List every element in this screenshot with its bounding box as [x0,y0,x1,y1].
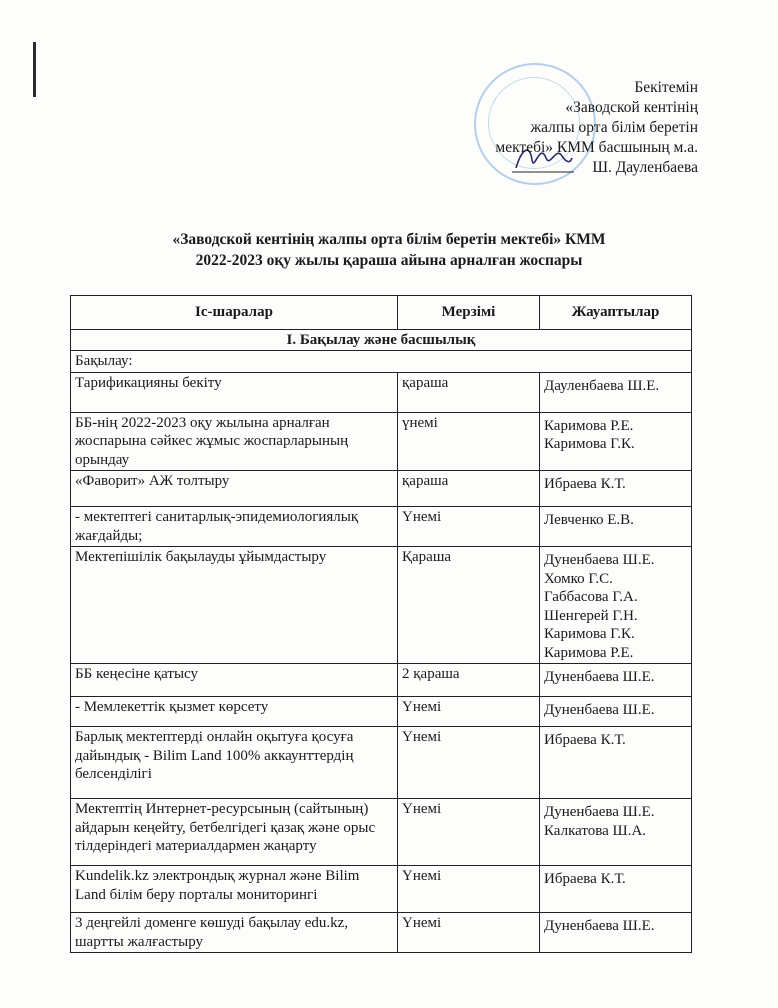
responsible-person: Каримова Р.Е. [544,417,634,434]
term-cell: қараша [398,471,540,507]
responsible-person: Каримова Г.К. [544,626,635,642]
subheader-row [71,351,692,373]
term-cell: Үнемі [398,799,540,866]
responsible-person: Калкатова Ш.А. [544,822,647,839]
margin-mark [33,42,36,97]
responsible-person: Ибраева К.Т. [544,871,626,887]
responsible-cell [540,412,692,471]
activity-cell: ББ-нің 2022-2023 оқу жылына арналған жоспарына сәйкес жұмыс жоспарларының орындау [71,412,398,471]
plan-table [70,295,692,953]
activity-cell: Тарификацияны бекіту [71,372,398,412]
term-cell: Үнемі [398,507,540,547]
responsible-cell [540,372,692,412]
responsible-person: Хомко Г.С. [544,570,613,587]
header-activities: Іс-шаралар [71,296,398,330]
term-cell: Қараша [398,547,540,664]
responsible-cell [540,547,692,664]
activity-cell: 3 деңгейлі доменге көшуді бақылау edu.kz, шартты жалғастыру [71,913,398,953]
responsible-person: Дуненбаева Ш.Е. [544,702,655,718]
activity-cell: - мектептегі санитарлық-эпидемиологиялық жағдайды; [71,507,398,547]
approval-signatory: Ш. Дауленбаева [592,159,698,176]
term-cell: үнемі [398,412,540,471]
responsible-person: Дуненбаева Ш.Е. [544,669,655,685]
term-cell: Үнемі [398,697,540,727]
term-cell: Үнемі [398,913,540,953]
term-cell: Үнемі [398,727,540,799]
approval-line: Бекітемін [634,79,698,96]
header-responsible: Жауаптылар [540,296,692,330]
term-cell: 2 қараша [398,664,540,697]
approval-line: жалпы орта білім беретін [530,119,698,136]
responsible-person: Каримова Г.К. [544,436,635,452]
responsible-cell [540,913,692,953]
activity-cell: Мектептің Интернет-ресурсының (сайтының) айдарын кеңейту, бетбелгідегі қазақ және орыс тілдеріндегі материалдармен жаңарту [71,799,398,866]
responsible-person: Каримова Р.Е. [544,644,634,661]
responsible-cell [540,727,692,799]
table-row [71,866,692,913]
table-row [71,412,692,471]
activity-cell: ББ кеңесіне қатысу [71,664,398,697]
responsible-person: Ибраева К.Т. [544,732,626,748]
activity-cell: «Фаворит» АЖ толтыру [71,471,398,507]
approval-line: мектебі» КММ басшының м.а. [495,139,698,156]
responsible-cell [540,507,692,547]
activity-cell: - Мемлекеттік қызмет көрсету [71,697,398,727]
document-title [0,229,778,271]
approval-block [495,78,698,178]
table-row [71,507,692,547]
title-line-2: 2022-2023 оқу жылы қараша айына арналған жоспары [195,252,583,269]
responsible-person: Дуненбаева Ш.Е. [544,552,655,568]
approval-line: «Заводской кентінің [565,99,698,116]
table-header-row [71,296,692,330]
responsible-person: Левченко Е.В. [544,512,634,528]
title-line-1: «Заводской кентінің жалпы орта білім беретін мектебі» КММ [172,231,606,248]
table-row [71,697,692,727]
activity-cell: Мектепішілік бақылауды ұйымдастыру [71,547,398,664]
responsible-person: Дуненбаева Ш.Е. [544,804,655,820]
responsible-person: Дуненбаева Ш.Е. [544,918,655,934]
activity-cell: Kundelik.kz электрондық журнал және Bilim Land білім беру порталы мониторингі [71,866,398,913]
term-cell: Үнемі [398,866,540,913]
term-cell: қараша [398,372,540,412]
subheader-label: Бақылау: [71,351,692,373]
responsible-cell [540,799,692,866]
header-term: Мерзімі [398,296,540,330]
table-row [71,664,692,697]
activity-cell: Барлық мектептерді онлайн оқытуға қосуға дайындық - Bilim Land 100% аккаунттердің белсенділігі [71,727,398,799]
responsible-person: Шенгерей Г.Н. [544,607,638,624]
section-title: І. Бақылау және басшылық [71,329,692,351]
table-row [71,372,692,412]
section-row [71,329,692,351]
table-row [71,913,692,953]
table-row [71,471,692,507]
responsible-cell [540,471,692,507]
responsible-person: Дауленбаева Ш.Е. [544,377,660,394]
table-row [71,799,692,866]
responsible-cell [540,866,692,913]
table-row [71,727,692,799]
table-row [71,547,692,664]
responsible-person: Габбасова Г.А. [544,589,638,605]
responsible-cell [540,697,692,727]
responsible-person: Ибраева К.Т. [544,476,626,492]
responsible-cell [540,664,692,697]
